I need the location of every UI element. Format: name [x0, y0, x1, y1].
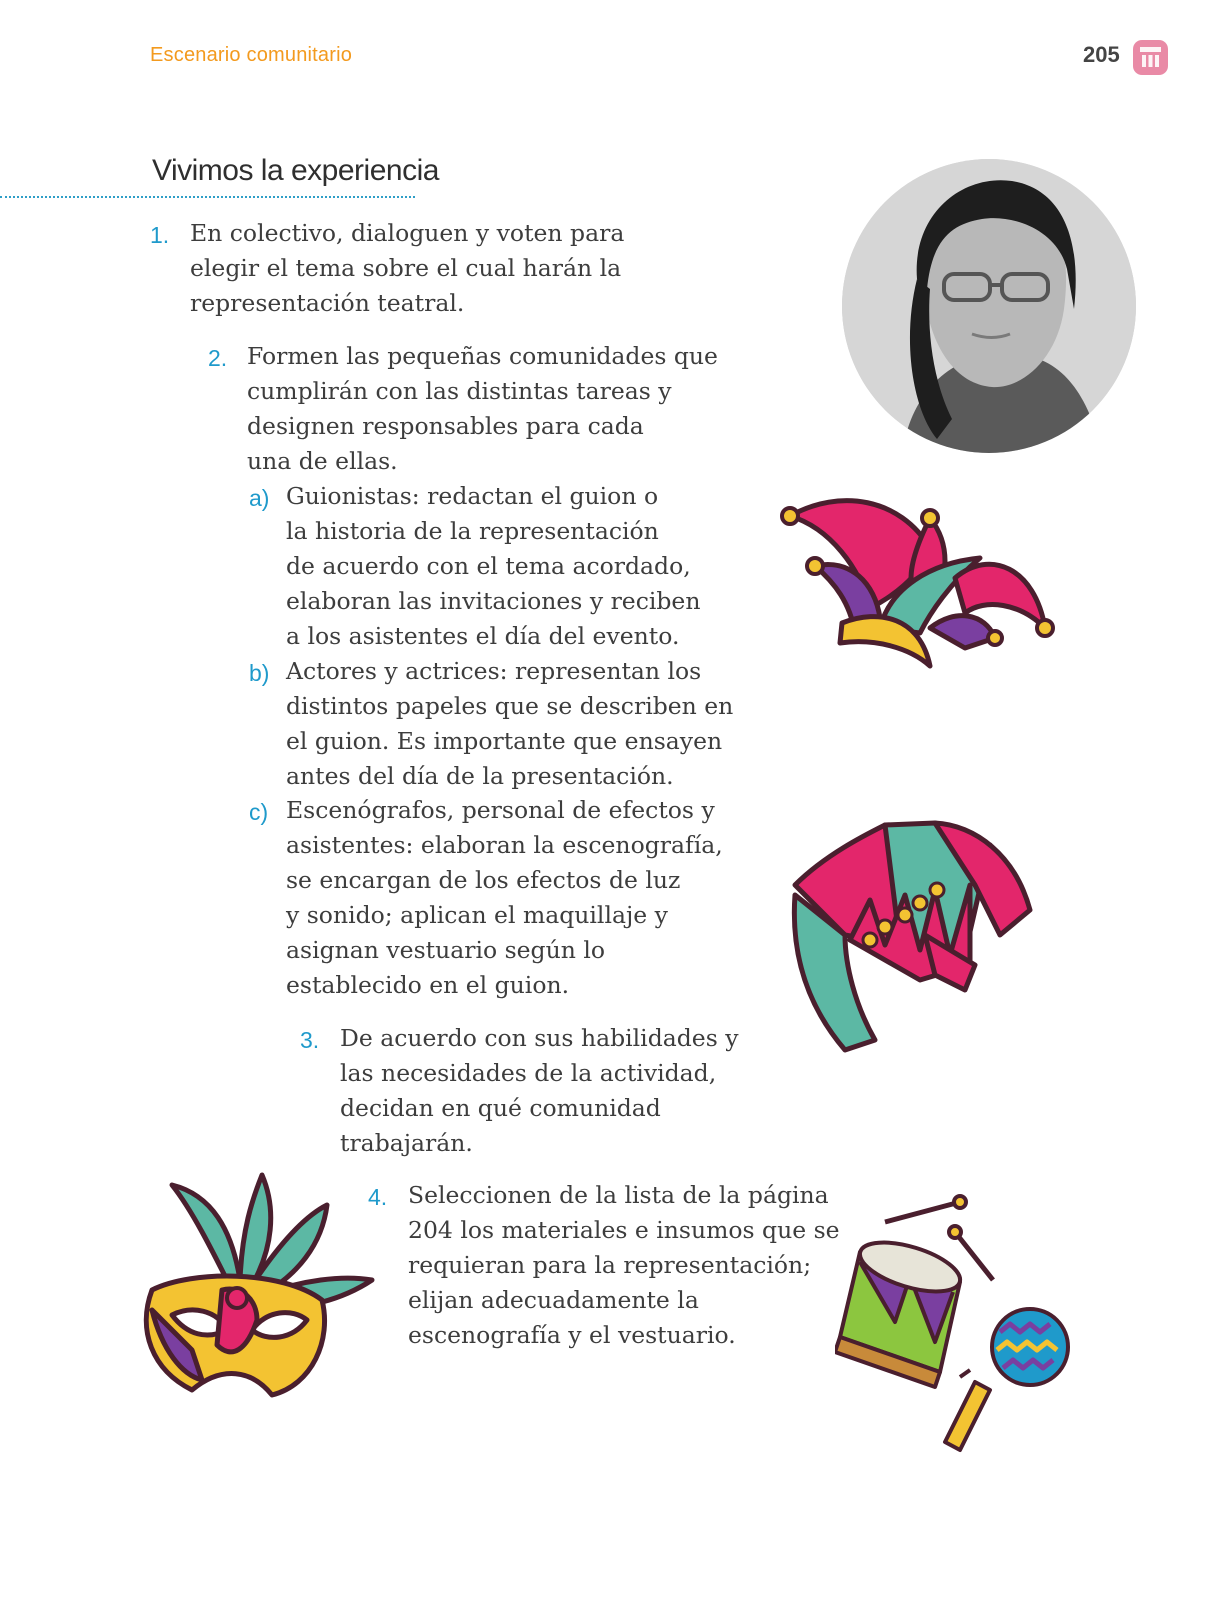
subitem-a-line: elaboran las invitaciones y reciben: [286, 587, 701, 615]
subitem-c-line: y sonido; aplican el maquillaje y: [286, 901, 668, 929]
item-3-line: trabajarán.: [340, 1129, 473, 1157]
item-3-line: decidan en qué comunidad: [340, 1094, 661, 1122]
item-2-line: cumplirán con las distintas tareas y: [247, 377, 672, 405]
section-header: Escenario comunitario: [150, 44, 353, 66]
subitem-b: [286, 654, 733, 794]
item-2-line: Formen las pequeñas comunidades que: [247, 342, 718, 370]
subitem-b-line: distintos papeles que se describen en: [286, 692, 734, 720]
item-4-line: Seleccionen de la lista de la página: [408, 1181, 829, 1209]
list-item-2: [247, 339, 718, 479]
subitem-a-line: de acuerdo con el tema acordado,: [286, 552, 691, 580]
subitem-letter-c: c): [249, 799, 269, 825]
title-underline: [0, 196, 415, 198]
list-item-4: [408, 1178, 840, 1353]
item-2-line: designen responsables para cada: [247, 412, 644, 440]
jester-hat-icon: [780, 488, 1070, 683]
item-number-1: 1.: [150, 222, 170, 248]
subitem-a-line: la historia de la representación: [286, 517, 659, 545]
item-4-line: escenografía y el vestuario.: [408, 1321, 736, 1349]
item-1-line: representación teatral.: [190, 289, 465, 317]
subitem-b-line: antes del día de la presentación.: [286, 762, 674, 790]
subitem-a: [286, 479, 700, 654]
item-number-4: 4.: [368, 1184, 388, 1210]
glyph-badge-icon: [1133, 40, 1168, 75]
subitem-b-line: Actores y actrices: representan los: [286, 657, 702, 685]
subitem-c-line: asistentes: elaboran la escenografía,: [286, 831, 723, 859]
page-number: 205: [1083, 42, 1120, 67]
subitem-letter-b: b): [249, 660, 270, 686]
jester-jacket-icon: [785, 815, 1045, 1060]
list-item-1: [190, 216, 624, 321]
carnival-mask-icon: [132, 1170, 377, 1405]
drum-and-maraca-icon: [835, 1192, 1080, 1457]
student-photo: [842, 159, 1136, 453]
item-1-line: En colectivo, dialoguen y voten para: [190, 219, 625, 247]
subitem-c: [286, 793, 723, 1003]
item-3-line: De acuerdo con sus habilidades y: [340, 1024, 739, 1052]
subitem-c-line: asignan vestuario según lo: [286, 936, 605, 964]
subitem-c-line: Escenógrafos, personal de efectos y: [286, 796, 715, 824]
subitem-letter-a: a): [249, 485, 270, 511]
item-4-line: 204 los materiales e insumos que se: [408, 1216, 840, 1244]
item-2-line: una de ellas.: [247, 447, 398, 475]
subitem-c-line: establecido en el guion.: [286, 971, 570, 999]
list-item-3: [340, 1021, 739, 1161]
page-title: Vivimos la experiencia: [152, 154, 439, 187]
item-4-line: requieran para la representación;: [408, 1251, 812, 1279]
item-number-3: 3.: [300, 1027, 320, 1053]
item-4-line: elijan adecuadamente la: [408, 1286, 699, 1314]
subitem-a-line: Guionistas: redactan el guion o: [286, 482, 659, 510]
subitem-c-line: se encargan de los efectos de luz: [286, 866, 681, 894]
item-3-line: las necesidades de la actividad,: [340, 1059, 717, 1087]
subitem-a-line: a los asistentes el día del evento.: [286, 622, 680, 650]
subitem-b-line: el guion. Es importante que ensayen: [286, 727, 723, 755]
item-number-2: 2.: [208, 345, 228, 371]
item-1-line: elegir el tema sobre el cual harán la: [190, 254, 622, 282]
